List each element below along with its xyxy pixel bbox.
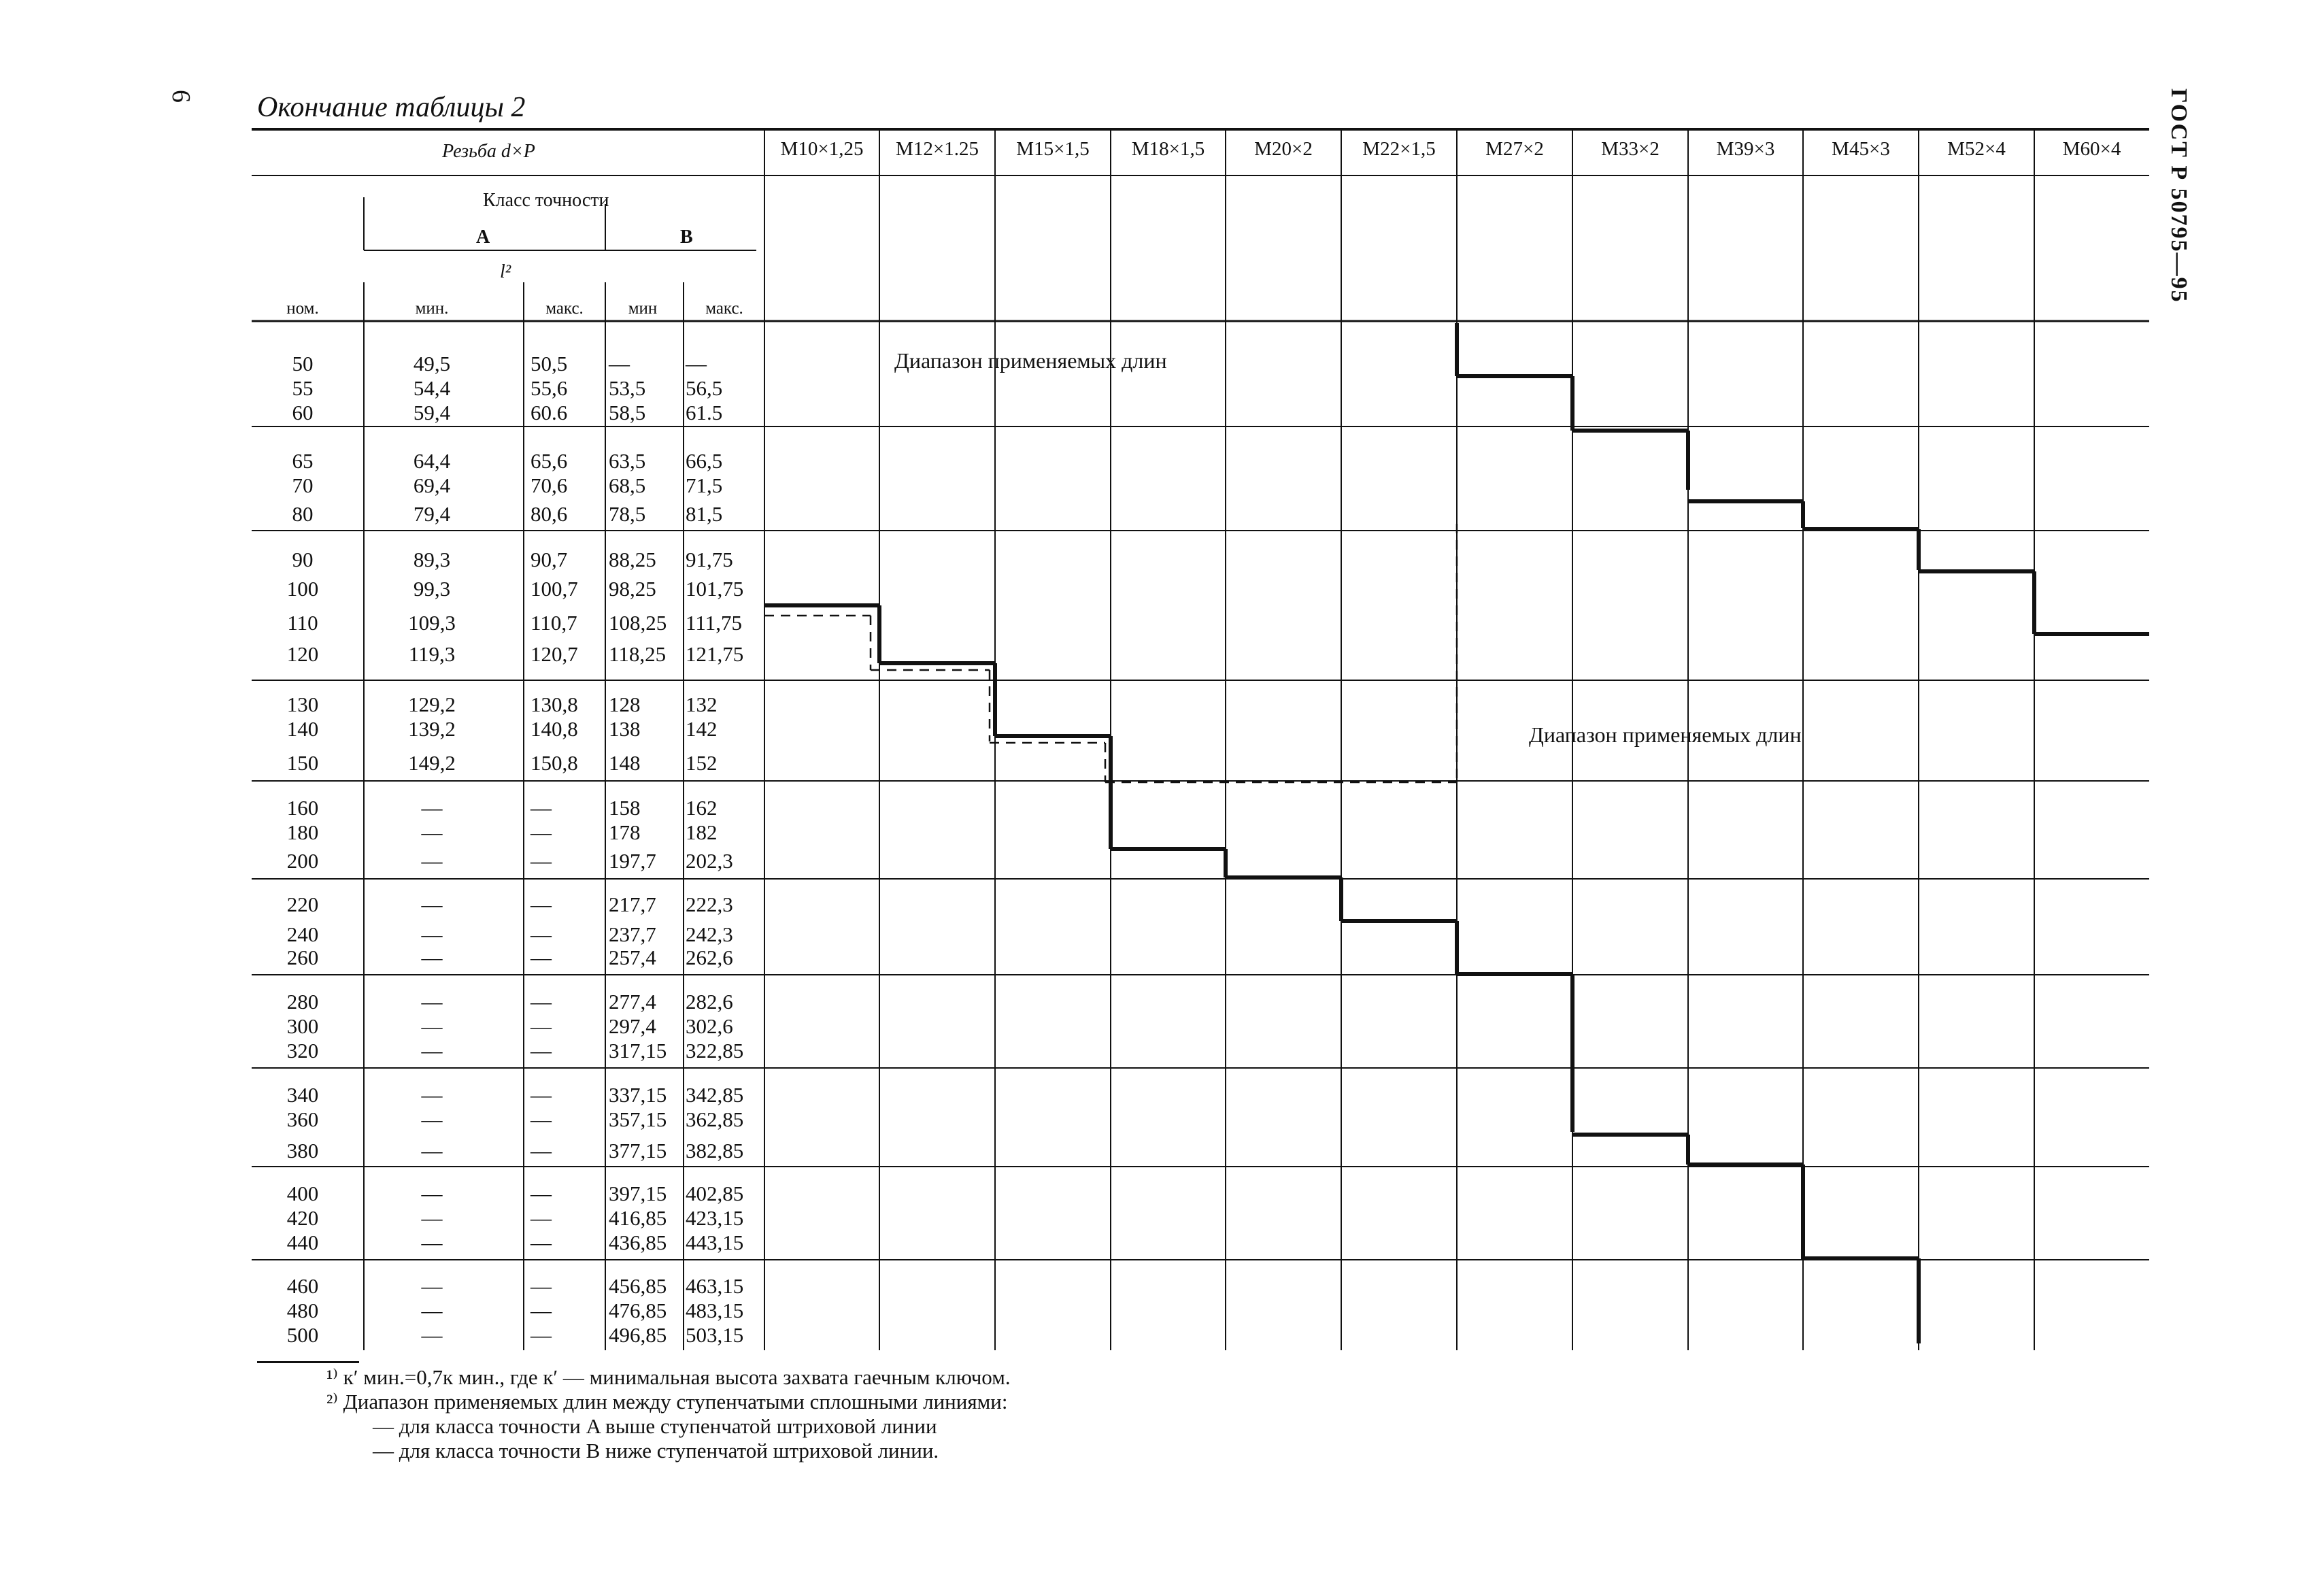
- cell-b-max: 202,3: [686, 849, 733, 873]
- cell-nom: 90: [292, 548, 314, 571]
- thread-col-header: M18×1,5: [1131, 138, 1205, 160]
- cell-b-min: 148: [609, 751, 641, 775]
- cell-a-min: 129,2: [408, 692, 456, 716]
- thread-col-header: M15×1,5: [1016, 138, 1090, 160]
- cell-a-max: 50,5: [531, 352, 568, 375]
- cell-nom: 380: [286, 1139, 319, 1163]
- cell-b-max: 101,75: [686, 577, 744, 601]
- cell-a-max: —: [531, 1107, 552, 1131]
- cell-b-min: 456,85: [609, 1274, 667, 1298]
- cell-b-min: 397,15: [609, 1182, 667, 1205]
- cell-a-min: 99,3: [413, 577, 451, 601]
- cell-a-min: 109,3: [408, 611, 456, 635]
- cell-a-max: —: [531, 1182, 552, 1205]
- cell-a-min: —: [421, 946, 443, 969]
- cell-b-min: 297,4: [609, 1014, 656, 1038]
- cell-b-min: 88,25: [609, 548, 656, 571]
- cell-nom: 280: [286, 990, 319, 1014]
- cell-nom: 420: [286, 1206, 319, 1230]
- cell-a-max: —: [531, 1139, 552, 1163]
- cell-a-max: —: [531, 892, 552, 916]
- cell-b-min: 217,7: [609, 892, 656, 916]
- nom-header: ном.: [286, 299, 319, 318]
- cell-b-max: 342,85: [686, 1083, 744, 1107]
- thread-col-header: M20×2: [1254, 138, 1313, 160]
- cell-a-min: —: [421, 1206, 443, 1230]
- thread-header: Резьба d×P: [442, 141, 535, 162]
- cell-nom: 130: [286, 692, 319, 716]
- cell-nom: 260: [286, 946, 319, 969]
- range-label-lower: Диапазон применяемых длин: [1529, 722, 1802, 747]
- cell-b-min: 98,25: [609, 577, 656, 601]
- cell-b-max: 132: [686, 692, 718, 716]
- cell-b-max: 402,85: [686, 1182, 744, 1205]
- cell-a-max: 65,6: [531, 449, 568, 473]
- cell-b-max: 362,85: [686, 1107, 744, 1131]
- cell-a-min: 149,2: [408, 751, 456, 775]
- cell-nom: 400: [286, 1182, 319, 1205]
- cell-b-min: 158: [609, 796, 641, 820]
- cell-nom: 140: [286, 717, 319, 741]
- cell-a-max: 120,7: [531, 642, 578, 666]
- cell-nom: 60: [292, 401, 314, 424]
- cell-a-max: 100,7: [531, 577, 578, 601]
- cell-a-max: —: [531, 1039, 552, 1063]
- thread-col-header: M52×4: [1947, 138, 2006, 160]
- footnote-2b: — для класса точности B ниже ступенчатой штриховой линии.: [373, 1439, 939, 1462]
- cell-b-min: 68,5: [609, 473, 646, 497]
- cell-b-max: 423,15: [686, 1206, 744, 1230]
- cell-nom: 160: [286, 796, 319, 820]
- cell-b-max: 242,3: [686, 922, 733, 946]
- cell-nom: 80: [292, 502, 314, 526]
- footnote-1: ¹⁾ к′ мин.=0,7к мин., где к′ — минимальная высота захвата гаечным ключом.: [326, 1365, 1011, 1389]
- cell-a-max: —: [531, 1299, 552, 1322]
- cell-a-max: 55,6: [531, 376, 568, 400]
- standard-designation: ГОСТ Р 50795—95: [2166, 88, 2191, 303]
- cell-nom: 220: [286, 892, 319, 916]
- max-b-header: макс.: [705, 299, 743, 318]
- cell-a-min: —: [421, 922, 443, 946]
- cell-b-max: 66,5: [686, 449, 723, 473]
- cell-b-min: 337,15: [609, 1083, 667, 1107]
- cell-b-min: 277,4: [609, 990, 656, 1014]
- cell-nom: 100: [286, 577, 319, 601]
- range-label-upper: Диапазон применяемых длин: [894, 348, 1167, 373]
- thread-col-header: M45×3: [1832, 138, 1890, 160]
- cell-nom: 110: [287, 611, 318, 635]
- cell-a-min: —: [421, 892, 443, 916]
- cell-b-max: 222,3: [686, 892, 733, 916]
- page-number: 6: [167, 90, 195, 103]
- cell-nom: 180: [286, 820, 319, 844]
- cell-b-max: 182: [686, 820, 718, 844]
- cell-a-min: 54,4: [413, 376, 451, 400]
- cell-a-min: 119,3: [408, 642, 456, 666]
- thread-col-header: M39×3: [1716, 138, 1775, 160]
- cell-a-min: —: [421, 990, 443, 1014]
- cell-a-max: —: [531, 1083, 552, 1107]
- cell-a-max: 80,6: [531, 502, 568, 526]
- thread-col-header: M33×2: [1601, 138, 1660, 160]
- thread-col-header: M12×1.25: [896, 138, 979, 160]
- thread-col-header: M27×2: [1485, 138, 1544, 160]
- cell-b-min: 128: [609, 692, 641, 716]
- cell-nom: 360: [286, 1107, 319, 1131]
- cell-a-max: 70,6: [531, 473, 568, 497]
- cell-b-min: 237,7: [609, 922, 656, 946]
- thread-col-header: M10×1,25: [780, 138, 864, 160]
- cell-b-max: 81,5: [686, 502, 723, 526]
- cell-a-min: —: [421, 1231, 443, 1254]
- footnote-2a: — для класса точности A выше ступенчатой штриховой линии: [373, 1414, 937, 1438]
- cell-nom: 460: [286, 1274, 319, 1298]
- cell-a-min: 64,4: [413, 449, 451, 473]
- cell-a-max: 140,8: [531, 717, 578, 741]
- cell-b-min: 476,85: [609, 1299, 667, 1322]
- cell-a-min: —: [421, 1083, 443, 1107]
- cell-a-min: —: [421, 796, 443, 820]
- class-b-header: B: [680, 227, 693, 248]
- cell-b-max: 121,75: [686, 642, 744, 666]
- cell-b-max: 503,15: [686, 1323, 744, 1347]
- cell-a-min: —: [421, 849, 443, 873]
- cell-b-min: 377,15: [609, 1139, 667, 1163]
- cell-a-max: —: [531, 946, 552, 969]
- cell-b-min: 317,15: [609, 1039, 667, 1063]
- cell-a-max: —: [531, 1274, 552, 1298]
- footnote-2: ²⁾ Диапазон применяемых длин между ступенчатыми сплошными линиями:: [326, 1390, 1008, 1414]
- cell-b-max: 262,6: [686, 946, 733, 969]
- cell-nom: 440: [286, 1231, 319, 1254]
- cell-a-min: —: [421, 1274, 443, 1298]
- cell-b-min: 118,25: [609, 642, 667, 666]
- cell-nom: 320: [286, 1039, 319, 1063]
- cell-b-max: 162: [686, 796, 718, 820]
- cell-a-min: 89,3: [413, 548, 451, 571]
- cell-b-max: 282,6: [686, 990, 733, 1014]
- cell-a-max: 110,7: [531, 611, 577, 635]
- cell-b-min: 108,25: [609, 611, 667, 635]
- thread-col-header: M60×4: [2062, 138, 2121, 160]
- min-b-header: мин: [628, 299, 658, 318]
- cell-a-min: —: [421, 820, 443, 844]
- cell-a-min: 79,4: [413, 502, 451, 526]
- cell-a-min: 59,4: [413, 401, 451, 424]
- cell-b-max: 152: [686, 751, 718, 775]
- cell-nom: 50: [292, 352, 314, 375]
- cell-nom: 340: [286, 1083, 319, 1107]
- cell-nom: 150: [286, 751, 319, 775]
- cell-b-max: 483,15: [686, 1299, 744, 1322]
- cell-a-max: —: [531, 922, 552, 946]
- cell-b-min: 197,7: [609, 849, 656, 873]
- cell-b-min: 53,5: [609, 376, 646, 400]
- cell-a-max: —: [531, 990, 552, 1014]
- cell-nom: 300: [286, 1014, 319, 1038]
- cell-a-min: —: [421, 1299, 443, 1322]
- cell-b-min: 78,5: [609, 502, 646, 526]
- cell-b-min: 496,85: [609, 1323, 667, 1347]
- class-a-header: A: [476, 227, 490, 248]
- cell-b-max: 382,85: [686, 1139, 744, 1163]
- cell-a-max: —: [531, 1206, 552, 1230]
- cell-b-min: 178: [609, 820, 641, 844]
- cell-b-min: 436,85: [609, 1231, 667, 1254]
- cell-a-min: —: [421, 1182, 443, 1205]
- cell-nom: 480: [286, 1299, 319, 1322]
- cell-a-max: —: [531, 796, 552, 820]
- table-caption: Окончание таблицы 2: [257, 92, 526, 123]
- cell-a-max: 150,8: [531, 751, 578, 775]
- cell-a-max: —: [531, 1323, 552, 1347]
- cell-b-max: —: [686, 352, 707, 375]
- accuracy-class-header: Класс точности: [483, 190, 609, 211]
- cell-a-min: —: [421, 1139, 443, 1163]
- cell-b-min: 416,85: [609, 1206, 667, 1230]
- cell-nom: 65: [292, 449, 314, 473]
- cell-a-max: —: [531, 820, 552, 844]
- cell-a-min: —: [421, 1107, 443, 1131]
- cell-a-min: —: [421, 1039, 443, 1063]
- cell-b-min: 257,4: [609, 946, 656, 969]
- cell-a-min: 69,4: [413, 473, 451, 497]
- cell-nom: 120: [286, 642, 319, 666]
- cell-b-max: 142: [686, 717, 718, 741]
- cell-a-max: 90,7: [531, 548, 568, 571]
- cell-b-min: —: [609, 352, 630, 375]
- cell-b-max: 302,6: [686, 1014, 733, 1038]
- cell-b-min: 63,5: [609, 449, 646, 473]
- cell-b-max: 463,15: [686, 1274, 744, 1298]
- cell-a-min: 49,5: [413, 352, 451, 375]
- cell-a-min: —: [421, 1014, 443, 1038]
- cell-b-max: 61.5: [686, 401, 723, 424]
- cell-a-max: —: [531, 1231, 552, 1254]
- cell-b-min: 58,5: [609, 401, 646, 424]
- cell-a-max: —: [531, 849, 552, 873]
- cell-b-max: 71,5: [686, 473, 723, 497]
- cell-b-min: 138: [609, 717, 641, 741]
- cell-nom: 200: [286, 849, 319, 873]
- cell-a-max: 130,8: [531, 692, 578, 716]
- cell-nom: 70: [292, 473, 314, 497]
- cell-a-min: —: [421, 1323, 443, 1347]
- cell-a-min: 139,2: [408, 717, 456, 741]
- cell-b-max: 91,75: [686, 548, 733, 571]
- cell-b-min: 357,15: [609, 1107, 667, 1131]
- cell-b-max: 443,15: [686, 1231, 744, 1254]
- cell-b-max: 56,5: [686, 376, 723, 400]
- l2-header: l²: [500, 261, 511, 282]
- cell-a-max: —: [531, 1014, 552, 1038]
- cell-nom: 500: [286, 1323, 319, 1347]
- max-a-header: макс.: [545, 299, 584, 318]
- cell-b-max: 111,75: [686, 611, 742, 635]
- cell-nom: 240: [286, 922, 319, 946]
- cell-a-max: 60.6: [531, 401, 568, 424]
- cell-b-max: 322,85: [686, 1039, 744, 1063]
- min-a-header: мин.: [415, 299, 449, 318]
- thread-col-header: M22×1,5: [1362, 138, 1436, 160]
- cell-nom: 55: [292, 376, 314, 400]
